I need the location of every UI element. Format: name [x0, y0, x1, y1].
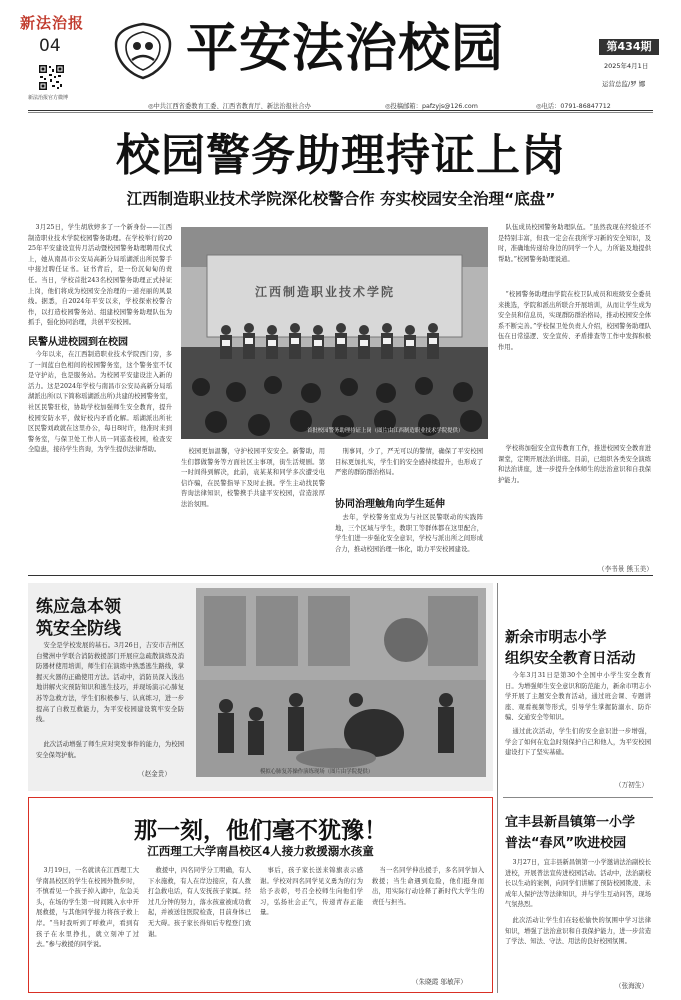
drill-photo-caption: 模拟心肺复苏操作演练现场（图片由学院提供） — [260, 769, 374, 775]
lead-col1-paragraph1: 3月25日，学生胡欣婷多了一个新身份——江西制造职业技术学院校园警务助理。在学校举行的2025年平安建设宣传月活动暨校园警务助理聘用仪式上，她从南昌市公安局高新分局瑶湖派出所民警手中接过聘任证书。证书背后，是一份沉甸甸的责任。当日，学校首批243名校园警务助理正式持证上岗，他们将成为校园安全治理的一道亮丽的风景线。据悉，自2024年平安以来，学校探索校警合作，以打造校园警务站、组建校园警务助理队伍为抓手，强化协同治理，共创平安校园。 — [28, 224, 172, 327]
lead-subheading-coordination: 协同治理触角向学生延伸 — [335, 499, 445, 510]
lead-col2-paragraph: 校园更加温馨，守护校园平安安全。新警助，用生们都做警务等方面社区主事项，街生活规剧。第一时间得到解决，此前，袁某某和同学多次遭受电信诈骗，在民警指导下及时止损。学生主动找民警咨询法律知识，校警携手共建平安校园，营造浓厚法治氛围。 — [181, 448, 325, 508]
right-column-story-divider — [503, 797, 653, 798]
yichun-headline-line2: 普法“春风”吹进校园 — [505, 836, 627, 851]
ceremony-photo-illustration — [181, 227, 488, 439]
lead-photo-caption: 首批校园警务助理持证上岗（图片由江西制造职业技术学院提供） — [307, 428, 464, 434]
drill-body: 安全是学校发展的基石。3月26日，吉安市吉州区白鹭洲中学联合消防救援部门开展应急疏散演练及消防器材使用培训，师生们在演练中熟悉逃生路线，掌握灭火器的正确使用方法。活动中，消防员深入浅出地讲解火灾预防知识和逃生技巧，并现场演示心肺复苏等急救方法，学生们积极参与、认真练习，进一步提高了自救互救能力，为平安校园建设筑牢安全防线。 — [36, 642, 184, 724]
contact-phone: ◎电话：0791-86847712 — [536, 103, 611, 110]
rescue-col2: 救援中，四名同学分工明确，有人下水施救，有人在岸边接应，有人拨打急救电话，有人安抚孩子家属。经过几分钟的努力，落水孩童被成功救起，并被送往医院检查，目前身体已无大碍。孩子家长得知后专程登门致谢。 — [148, 867, 251, 938]
lead-ceremony-photo — [181, 227, 488, 439]
yichun-body: 3月27日，宜丰县新昌镇第一小学邀请法治副校长进校，开展普法宣传进校园活动。活动中，法治副校长以生动的案例，向同学们讲解了预防校园欺凌、未成年人保护法等法律知识，并与学生互动问答，现场气氛热烈。 — [505, 859, 651, 909]
sponsors-line: ◎中共江西省委教育工委、江西省教育厅、新法治报社合办 — [148, 103, 311, 110]
drill-author-credit: （赵金贵） — [138, 770, 171, 778]
rescue-subhead: 江西理工大学南昌校区4人接力救援溺水孩童 — [147, 844, 374, 858]
lead-col4-paragraph1: 队伍成员校园警务助理队伍。“虽然我现在经验还不是特别丰富，但我一定会在我所学习新的安全知识，及时，准确地传递给身边的同学一个人，力所能及地提供帮助。”校园警务助理说道。 — [498, 224, 651, 263]
drill-body-end: 此次活动增强了师生应对突发事件的能力，为校园安全保驾护航。 — [36, 741, 184, 759]
masthead-divider — [28, 110, 653, 111]
lead-col3-paragraph1: 刑事同，少了，严无可以的警情，确保了平安校园目标更加扎实，学生们的安全感持续提升，也形成了严密的群防群治格局。 — [335, 448, 483, 477]
yichun-author-credit: （张海波） — [615, 982, 648, 990]
editor-credit: 运营总监/罗 娜 — [602, 80, 646, 88]
submission-email: ◎投稿邮箱：pafzyjs@126.com — [385, 103, 478, 110]
masthead-divider-thin — [28, 112, 653, 113]
safe-campus-emblem-icon — [112, 22, 174, 80]
yichun-body-end: 此次活动让学生们在轻松愉快的氛围中学习法律知识，增强了法治意识和自我保护能力，进一步营造了学法、知法、守法、用法的良好校园氛围。 — [505, 917, 651, 946]
right-column-divider — [497, 583, 498, 993]
drill-photo-illustration — [196, 588, 486, 777]
drill-photo — [196, 588, 486, 777]
xinyu-headline-line1: 新余市明志小学 — [505, 630, 607, 646]
xinyu-author-credit: （万初生） — [615, 781, 648, 789]
lead-headline: 校园警务助理持证上岗 — [116, 130, 566, 181]
publish-date: 2025年4月1日 — [604, 62, 649, 70]
lead-col4-paragraph3: 学校将加强安全宣传教育工作，推进校园安全教育进课堂，定期开展法治讲座。目前，已组织各类安全演练和法治讲座，进一步提升全体师生的法治意识和自我保护能力。 — [498, 445, 651, 484]
issue-number: 第434期 — [599, 39, 659, 55]
lead-author-credit: （李书景 熊玉美） — [598, 565, 653, 573]
qr-caption: 新法治报官方微博 — [28, 95, 69, 101]
xinyu-body: 今年3月31日是第30个全国中小学生安全教育日。为增强师生安全意识和防范能力，新余市明志小学开展了主题安全教育活动，通过班会课、专题讲座、观看视频等形式，引导学生掌握防溺水、防诈骗、交通安全等知识。 — [505, 672, 651, 722]
drill-headline-line1: 练应急本领 — [36, 597, 121, 617]
rescue-col4: 当一名同学伸出援手，多名同学加入救援；当生命遇到危险，他们挺身而出，用实际行动诠释了新时代大学生的责任与担当。 — [372, 867, 484, 906]
lead-col3-paragraph2: 去年，学校警务室成为与社区民警联动的实践阵地，三个区域与学生，教职工等群体都在这里配合，学生们进一步强化安全意识，学校与派出所之间形成合力，推动校园治理一体化，助力平安校园建设。 — [335, 514, 483, 553]
drill-headline-line2: 筑安全防线 — [36, 619, 121, 639]
paper-logo: 新法治报 — [20, 14, 85, 32]
rescue-col3: 事后，孩子家长送来锦旗表示感谢。学校对四名同学见义勇为的行为给予表彰，号召全校师生向他们学习，弘扬社会正气，传递青春正能量。 — [260, 867, 363, 917]
lead-subhead: 江西制造职业技术学院深化校警合作 夯实校园安全治理“底盘” — [126, 190, 556, 208]
lead-col4-paragraph2: “校园警务助理由学院在校卫队成员和班级安全委员来挑选，学院和派出所联合开展培训，从而让学生成为安全员和信息员，实现群防群治格局，推动校园安全体系不断完善。”学校保卫处负责人介绍，校园警务助理队伍在日常巡逻、安全宣传、矛盾排查等工作中发挥积极作用。 — [498, 291, 651, 351]
masthead — [0, 0, 681, 110]
yichun-headline-line1: 宜丰县新昌镇第一小学 — [505, 815, 636, 830]
xinyu-headline-line2: 组织安全教育日活动 — [505, 651, 636, 667]
qr-code-image — [38, 64, 65, 91]
lead-bottom-divider — [28, 575, 653, 576]
lead-col1-paragraph2: 今年以来，在江西制造职业技术学院西门旁，多了一间蓝白色相间的校园警务室，这个警务室不仅是守护站，也是服务站。为校园平安建设注入新的活力。这是2024年学校与南昌市公安局高新分局瑶湖派出所(以下简称瑶湖派出所)共建的校园警务室，社区民警驻校，协助学校加强师生安全教育，提升校园安防水平，做好校内矛盾化解。瑶湖派出所社区民警刘政就在这里办公，每日8时许，他准时来到警务室，与保卫处工作人员一同巡查校园，检查安全隐患，接待学生咨询，为学生提供法律帮助。 — [28, 351, 172, 454]
page-number: 04 — [39, 36, 61, 56]
lead-photo-banner-text: 江西制造职业技术学院 — [255, 285, 396, 299]
xinyu-body-end: 通过此次活动，学生们的安全意识进一步增强，学会了如何在危急时刻保护自己和他人，为平安校园建设打下了坚实基础。 — [505, 728, 651, 757]
section-title: 平安法治校园 — [186, 18, 505, 79]
rescue-col1: 3月19日，一名就读在江西理工大学南昌校区的学生在校园外散步时，不慎看见一个孩子掉入湖中，危急关头，在场的学生第一时间跳入水中开展救援，与其他同学接力将孩子救上岸。“当时我听到了呼救声，看到有孩子在水里挣扎，就立刻冲了过去。”参与救援的同学说。 — [36, 867, 139, 949]
rescue-headline: 那一刻，他们毫不犹豫！ — [134, 817, 387, 844]
rescue-author-credit: （朱晓霞 邬敏萍） — [412, 978, 467, 986]
lead-subheading-police: 民警从进校园到在校园 — [28, 337, 128, 348]
